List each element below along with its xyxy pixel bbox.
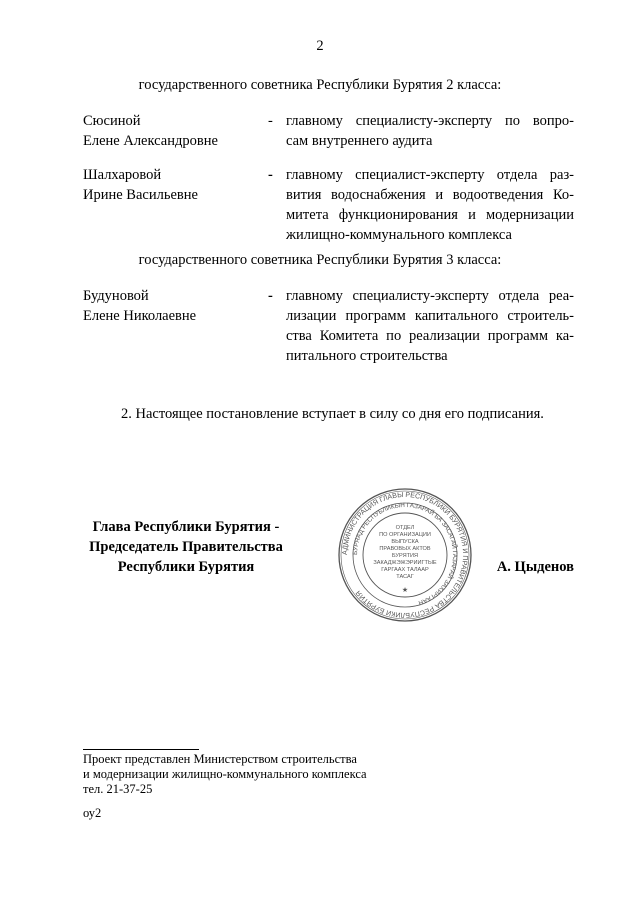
document-code: оу2: [83, 806, 102, 820]
seal-center-line: ГАРГААХ ТАЛААР: [381, 567, 429, 573]
seal-center-line: ОТДЕЛ: [395, 525, 415, 531]
employee-position: главному специалисту-эксперту отдела реа- лизации программ капитального строитель- ства Комитета по реализации программ ка- питального строительства: [286, 288, 574, 364]
footer-divider: [83, 749, 199, 750]
employee-name: Будуновой Елене Николаевне: [83, 288, 197, 324]
seal-outer-ring-text: АДМИНИСТРАЦИЯ ГЛАВЫ РЕСПУБЛИКИ БУРЯТИЯ И ПРАВИТЕЛЬСТВА РЕСПУБЛИКИ БУРЯТИЯ: [341, 491, 469, 619]
seal-inner-ring-text: БУРЯАД РЕСПУБЛИКЫН ГАЗАРАЙ БА ЗАСАГАЙ ГАЗАРАЙ ЗАХИРГААН: [351, 501, 459, 607]
page-number: 2: [316, 38, 324, 54]
employee-name: Сюсиной Елене Александровне: [83, 113, 218, 149]
seal-star-icon: ★: [401, 587, 409, 594]
dash-separator: -: [268, 167, 273, 183]
seal-center-line: ЗАКАДЖЭЖЭРИИГТЫЕ: [373, 560, 437, 566]
footer-note: Проект представлен Министерством строительства и модернизации жилищно-коммунального комплекса тел. 21-37-25: [83, 752, 367, 796]
official-seal-stamp: [337, 487, 473, 623]
section-heading-class-3: государственного советника Республики Бурятия 3 класса:: [138, 252, 502, 268]
employee-position: главному специалисту-эксперту по вопро- сам внутреннего аудита: [286, 113, 574, 149]
dash-separator: -: [268, 288, 273, 304]
seal-center-line: ПРАВОВЫХ АКТОВ: [379, 546, 431, 552]
section-heading-class-2: государственного советника Республики Бурятия 2 класса:: [138, 77, 502, 93]
clause-2: 2. Настоящее постановление вступает в силу со дня его подписания.: [121, 406, 544, 422]
employee-name: Шалхаровой Ирине Васильевне: [83, 167, 198, 203]
signatory-name: А. Цыденов: [496, 559, 574, 575]
seal-center-line: ПО ОРГАНИЗАЦИИ: [379, 532, 431, 538]
seal-center-line: БУРЯТИЯ: [391, 553, 419, 559]
seal-center-line: ВЫПУСКА: [391, 539, 419, 545]
signatory-title: Глава Республики Бурятия - Председатель Правительства Республики Бурятия: [89, 519, 283, 575]
dash-separator: -: [268, 113, 273, 129]
employee-position: главному специалист-эксперту отдела раз- вития водоснабжения и водоотведения Ко- митета функционирования и модернизации жилищно-коммунального комплекса: [286, 167, 574, 243]
seal-center-line: ТАСАГ: [396, 574, 414, 580]
